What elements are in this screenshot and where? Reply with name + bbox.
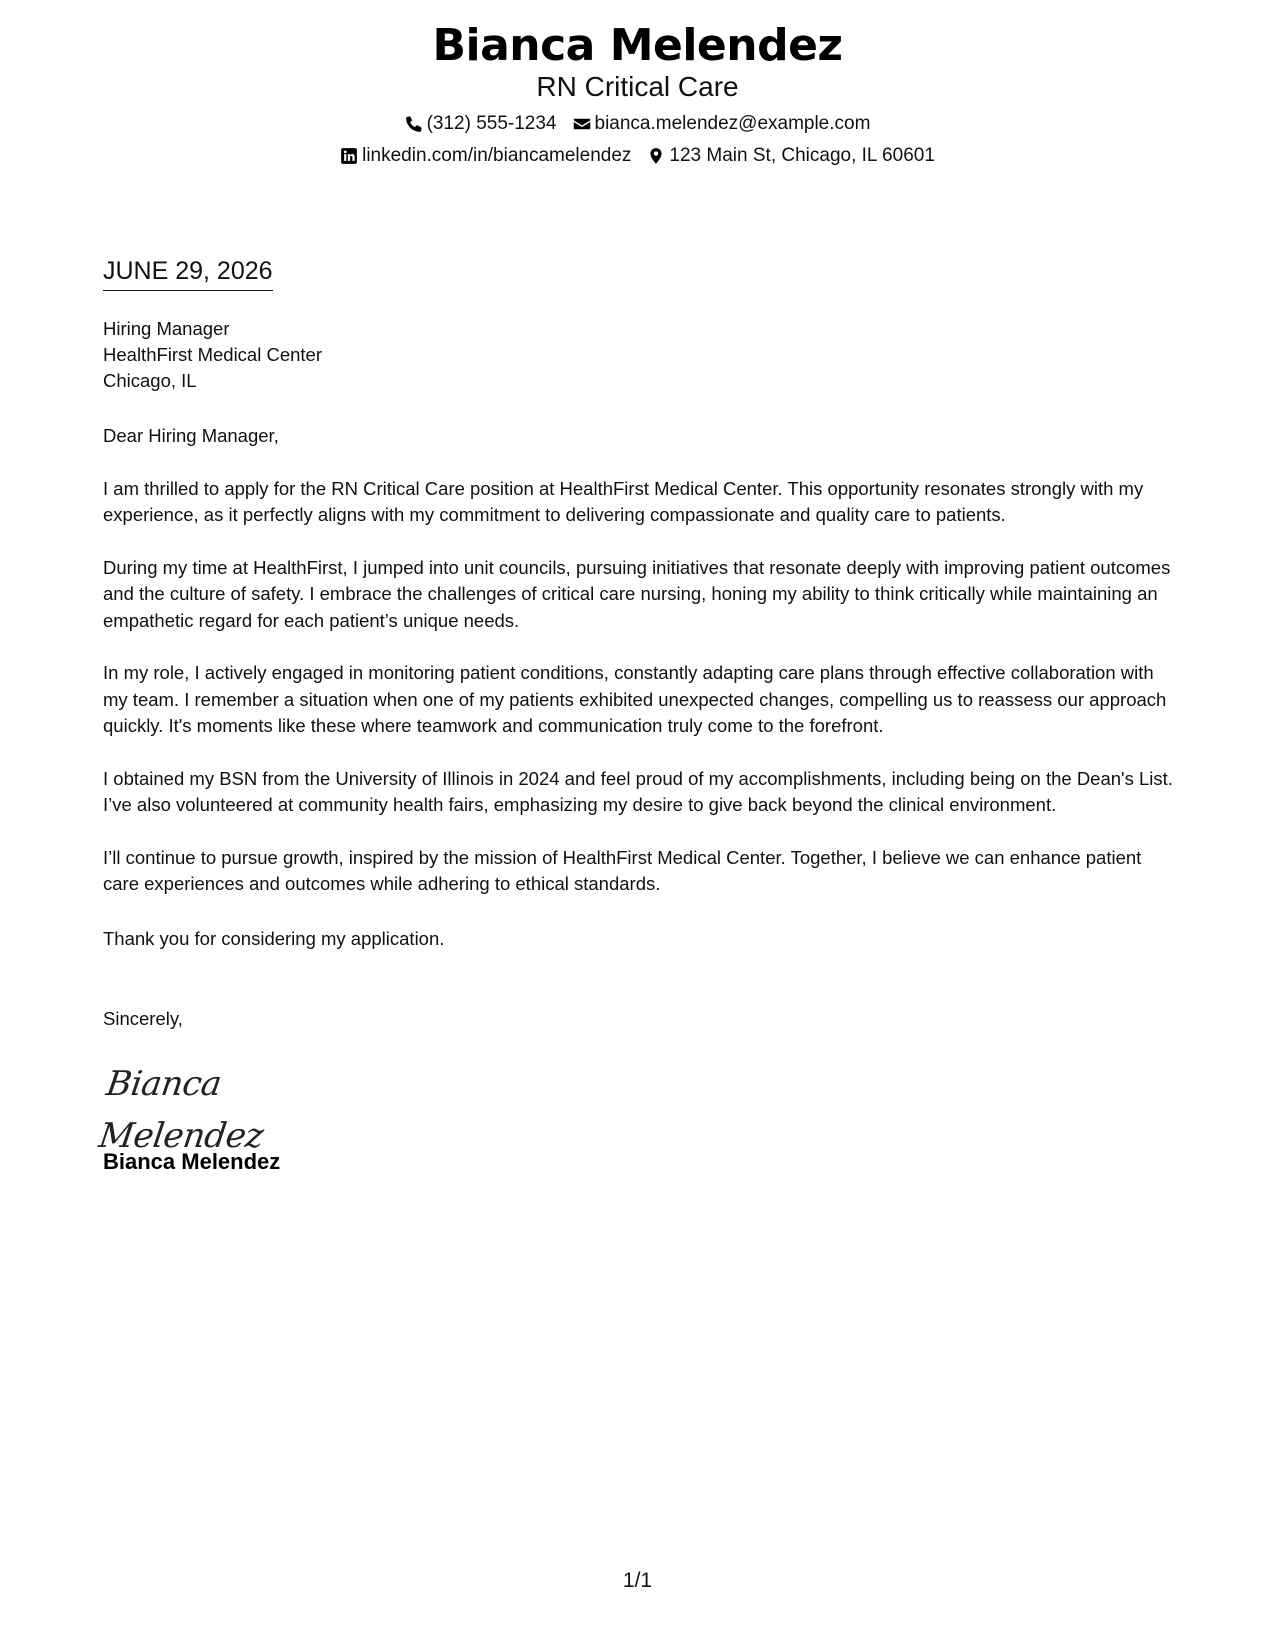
sincerely-text: Sincerely,	[103, 1008, 183, 1029]
contact-row-primary	[0, 112, 1275, 136]
signature-text: Bianca Melendez	[96, 1064, 266, 1156]
email-contact	[573, 112, 871, 136]
applicant-title: RN Critical Care	[536, 71, 739, 102]
salutation: Dear Hiring Manager,	[103, 425, 279, 446]
recipient-line: HealthFirst Medical Center	[103, 344, 322, 365]
letter-header	[0, 18, 1275, 168]
body-paragraph: I obtained my BSN from the University of Illinois in 2024 and feel proud of my accomplishments, including being on the Dean's List. I’ve also volunteered at community health fairs, emphasizing my desire to give back beyond the clinical environment.	[103, 767, 1173, 816]
body-paragraph: During my time at HealthFirst, I jumped into unit councils, pursuing initiatives that resonate deeply with improving patient outcomes and the culture of safety. I embrace the challenges of critical care nursing, honing my ability to think critically while maintaining an empathetic regard for each patient’s unique needs.	[103, 557, 1171, 631]
map-pin-icon	[647, 147, 665, 165]
email-text: bianca.melendez@example.com	[594, 113, 871, 134]
linkedin-contact	[340, 144, 631, 168]
body-paragraph: I am thrilled to apply for the RN Critical Care position at HealthFirst Medical Center. This opportunity resonates strongly with my experience, as it perfectly aligns with my commitment to delivering compassionate and quality care to patients.	[103, 478, 1144, 526]
envelope-icon	[573, 115, 591, 133]
letter-body	[103, 476, 1175, 924]
applicant-name: Bianca Melendez	[432, 20, 843, 71]
body-paragraph: I’ll continue to pursue growth, inspired by the mission of HealthFirst Medical Center. Together, I believe we can enhance patient care experiences and outcomes while adhering to ethical standards.	[103, 846, 1142, 895]
linkedin-icon	[340, 147, 358, 165]
phone-icon	[405, 115, 423, 133]
handwritten-signature	[96, 1058, 373, 1156]
phone-contact	[405, 112, 557, 136]
address-contact	[647, 144, 934, 168]
signoff-name: Bianca Melendez	[103, 1149, 281, 1174]
recipient-block	[103, 316, 322, 394]
recipient-line: Hiring Manager	[103, 318, 230, 339]
page-number: 1/1	[622, 1569, 653, 1592]
address-text: 123 Main St, Chicago, IL 60601	[669, 145, 935, 166]
body-paragraph: In my role, I actively engaged in monitoring patient conditions, constantly adapting care plans through effective collaboration with my team. I remember a situation when one of my patients exhibited unexpected changes, compelling us to reassess our approach quickly. It's moments like these where teamwork and communication truly come to the forefront.	[103, 662, 1167, 737]
contact-row-secondary	[0, 144, 1275, 168]
recipient-line: Chicago, IL	[103, 370, 197, 391]
letter-date: JUNE 29, 2026	[103, 256, 273, 291]
closing-line: Thank you for considering my application.	[103, 928, 445, 949]
linkedin-text: linkedin.com/in/biancamelendez	[362, 145, 632, 166]
phone-text: (312) 555-1234	[426, 113, 557, 134]
